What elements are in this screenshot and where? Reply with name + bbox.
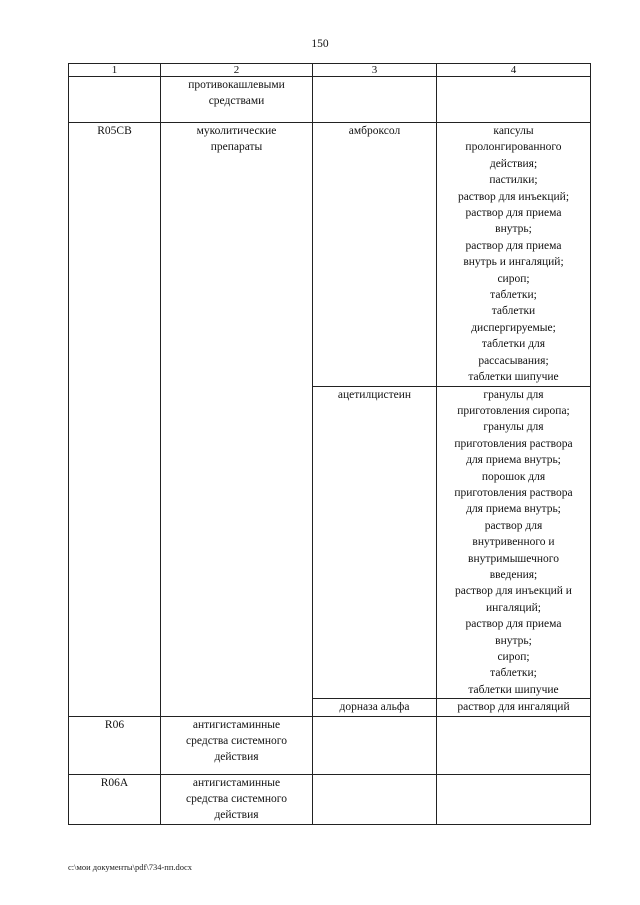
inn-cell: дорназа альфа <box>313 699 437 716</box>
inn-cell: ацетилцистеин <box>313 386 437 699</box>
group-cell: антигистаминные средства системного действия <box>161 716 313 774</box>
dosage-forms-cell: капсулы пролонгированного действия; пастилки; раствор для инъекций; раствор для приема внутрь; раствор для приема внутрь и ингаляций; сироп; таблетки; таблетки диспергируемые; таблетки для рассасывания; таблетки шипучие <box>437 123 591 387</box>
inn-cell: амброксол <box>313 123 437 387</box>
header-col-1: 1 <box>69 64 161 77</box>
dosage-forms-cell <box>437 77 591 123</box>
atc-code-cell: R06A <box>69 774 161 824</box>
dosage-forms-cell <box>437 716 591 774</box>
dosage-forms-cell: гранулы для приготовления сиропа; гранулы для приготовления раствора для приема внутрь; порошок для приготовления раствора для приема внутрь; раствор для внутривенного и внутримышечного введения; раствор для инъекций и ингаляций; раствор для приема внутрь; сироп; таблетки; таблетки шипучие <box>437 386 591 699</box>
atc-code-cell: R06 <box>69 716 161 774</box>
header-col-2: 2 <box>161 64 313 77</box>
inn-cell <box>313 77 437 123</box>
dosage-forms-cell <box>437 774 591 824</box>
page-number: 150 <box>311 38 329 50</box>
header-col-4: 4 <box>437 64 591 77</box>
inn-cell <box>313 774 437 824</box>
header-row <box>69 64 591 77</box>
medication-table <box>68 63 591 825</box>
group-cell: муколитические препараты <box>161 123 313 717</box>
table-row <box>69 716 591 774</box>
atc-code-cell: R05CB <box>69 123 161 717</box>
dosage-forms-cell: раствор для ингаляций <box>437 699 591 716</box>
group-cell: противокашлевыми средствами <box>161 77 313 123</box>
table-row <box>69 77 591 123</box>
group-cell: антигистаминные средства системного действия <box>161 774 313 824</box>
atc-code-cell <box>69 77 161 123</box>
table-row <box>69 123 591 387</box>
header-col-3: 3 <box>313 64 437 77</box>
footer-file-path: c:\мои документы\pdf\734-пп.docx <box>68 862 193 872</box>
inn-cell <box>313 716 437 774</box>
table-row <box>69 774 591 824</box>
